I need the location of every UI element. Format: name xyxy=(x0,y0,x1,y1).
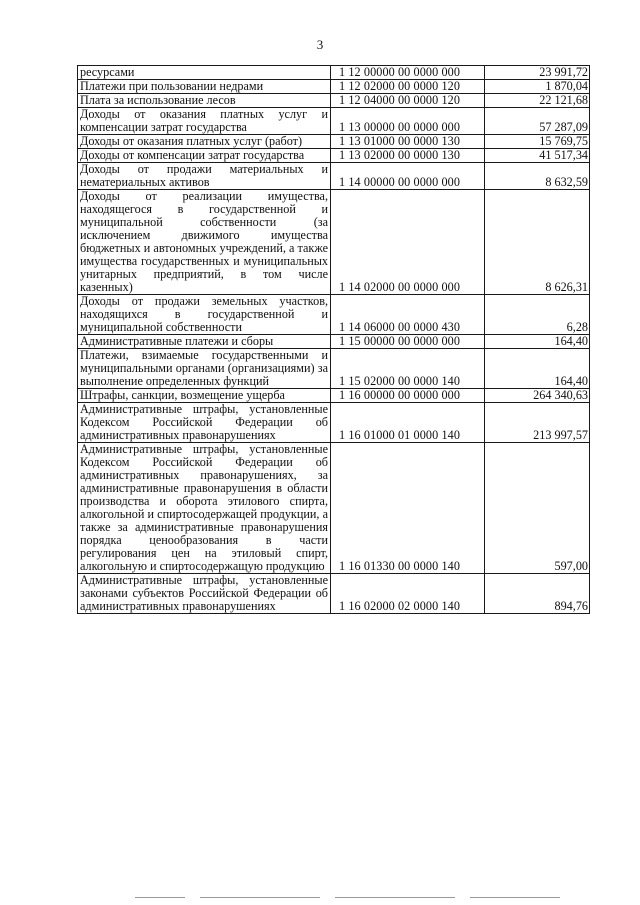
table-row xyxy=(78,403,590,443)
table-row xyxy=(78,135,590,149)
income-name-cell: Административные платежи и сборы xyxy=(78,335,331,349)
amount-cell: 164,40 xyxy=(485,335,590,349)
budget-code-cell: 1 15 00000 00 0000 000 xyxy=(331,335,485,349)
income-name-cell: Платежи при пользовании недрами xyxy=(78,80,331,94)
amount-cell: 23 991,72 xyxy=(485,66,590,80)
budget-code-cell: 1 12 02000 00 0000 120 xyxy=(331,80,485,94)
amount-cell: 1 870,04 xyxy=(485,80,590,94)
budget-code-cell: 1 13 00000 00 0000 000 xyxy=(331,108,485,135)
table-row xyxy=(78,443,590,574)
budget-income-table xyxy=(77,65,590,614)
budget-code-cell: 1 16 01330 00 0000 140 xyxy=(331,443,485,574)
table-row xyxy=(78,108,590,135)
scan-edge-mark xyxy=(335,897,455,898)
income-name-cell: Доходы от продажи материальных и нематериальных активов xyxy=(78,163,331,190)
table-row xyxy=(78,190,590,295)
amount-cell: 22 121,68 xyxy=(485,94,590,108)
scan-edge-mark xyxy=(135,897,185,898)
amount-cell: 264 340,63 xyxy=(485,389,590,403)
scan-edge-mark xyxy=(200,897,320,898)
income-name-cell: Доходы от реализации имущества, находящегося в государственной и муниципальной собственности (за исключением движимого имущества бюджетных и автономных учреждений, а также имущества государственных и муниципальных унитарных предприятий, в том числе казенных) xyxy=(78,190,331,295)
scan-edge-mark xyxy=(470,897,560,898)
income-name-cell: Административные штрафы, установленные Кодексом Российской Федерации об административных правонарушениях xyxy=(78,403,331,443)
table-row xyxy=(78,335,590,349)
budget-code-cell: 1 14 06000 00 0000 430 xyxy=(331,295,485,335)
income-name-cell: Доходы от оказания платных услуг (работ) xyxy=(78,135,331,149)
income-name-cell: Плата за использование лесов xyxy=(78,94,331,108)
amount-cell: 41 517,34 xyxy=(485,149,590,163)
table-row xyxy=(78,80,590,94)
amount-cell: 597,00 xyxy=(485,443,590,574)
income-name-cell: Доходы от компенсации затрат государства xyxy=(78,149,331,163)
amount-cell: 213 997,57 xyxy=(485,403,590,443)
income-name-cell: Административные штрафы, установленные законами субъектов Российской Федерации об административных правонарушениях xyxy=(78,574,331,614)
table-row xyxy=(78,389,590,403)
budget-code-cell: 1 12 04000 00 0000 120 xyxy=(331,94,485,108)
amount-cell: 15 769,75 xyxy=(485,135,590,149)
page-number: 3 xyxy=(316,37,324,52)
income-name-cell: Платежи, взимаемые государственными и муниципальными органами (организациями) за выполнение определенных функций xyxy=(78,349,331,389)
budget-code-cell: 1 16 01000 01 0000 140 xyxy=(331,403,485,443)
table-row xyxy=(78,94,590,108)
amount-cell: 8 632,59 xyxy=(485,163,590,190)
budget-code-cell: 1 15 02000 00 0000 140 xyxy=(331,349,485,389)
income-name-cell: Штрафы, санкции, возмещение ущерба xyxy=(78,389,331,403)
income-name-cell: Доходы от оказания платных услуг и компенсации затрат государства xyxy=(78,108,331,135)
budget-code-cell: 1 13 01000 00 0000 130 xyxy=(331,135,485,149)
amount-cell: 57 287,09 xyxy=(485,108,590,135)
table-row xyxy=(78,149,590,163)
table-row xyxy=(78,295,590,335)
amount-cell: 8 626,31 xyxy=(485,190,590,295)
amount-cell: 6,28 xyxy=(485,295,590,335)
budget-code-cell: 1 14 02000 00 0000 000 xyxy=(331,190,485,295)
table-row xyxy=(78,66,590,80)
income-name-cell: Доходы от продажи земельных участков, находящихся в государственной и муниципальной собственности xyxy=(78,295,331,335)
amount-cell: 164,40 xyxy=(485,349,590,389)
budget-code-cell: 1 16 00000 00 0000 000 xyxy=(331,389,485,403)
table-row xyxy=(78,574,590,614)
table-row xyxy=(78,163,590,190)
budget-code-cell: 1 13 02000 00 0000 130 xyxy=(331,149,485,163)
budget-code-cell: 1 14 00000 00 0000 000 xyxy=(331,163,485,190)
income-name-cell: Административные штрафы, установленные Кодексом Российской Федерации об административных правонарушениях, за административные правонарушения в области производства и оборота этилового спирта, алкогольной и спиртосодержащей продукции, а также за административные правонарушения порядка ценообразования в части регулирования цен на этиловый спирт, алкогольную и спиртосодержащую продукцию xyxy=(78,443,331,574)
amount-cell: 894,76 xyxy=(485,574,590,614)
table-row xyxy=(78,349,590,389)
budget-code-cell: 1 16 02000 02 0000 140 xyxy=(331,574,485,614)
budget-code-cell: 1 12 00000 00 0000 000 xyxy=(331,66,485,80)
income-name-cell: ресурсами xyxy=(78,66,331,80)
